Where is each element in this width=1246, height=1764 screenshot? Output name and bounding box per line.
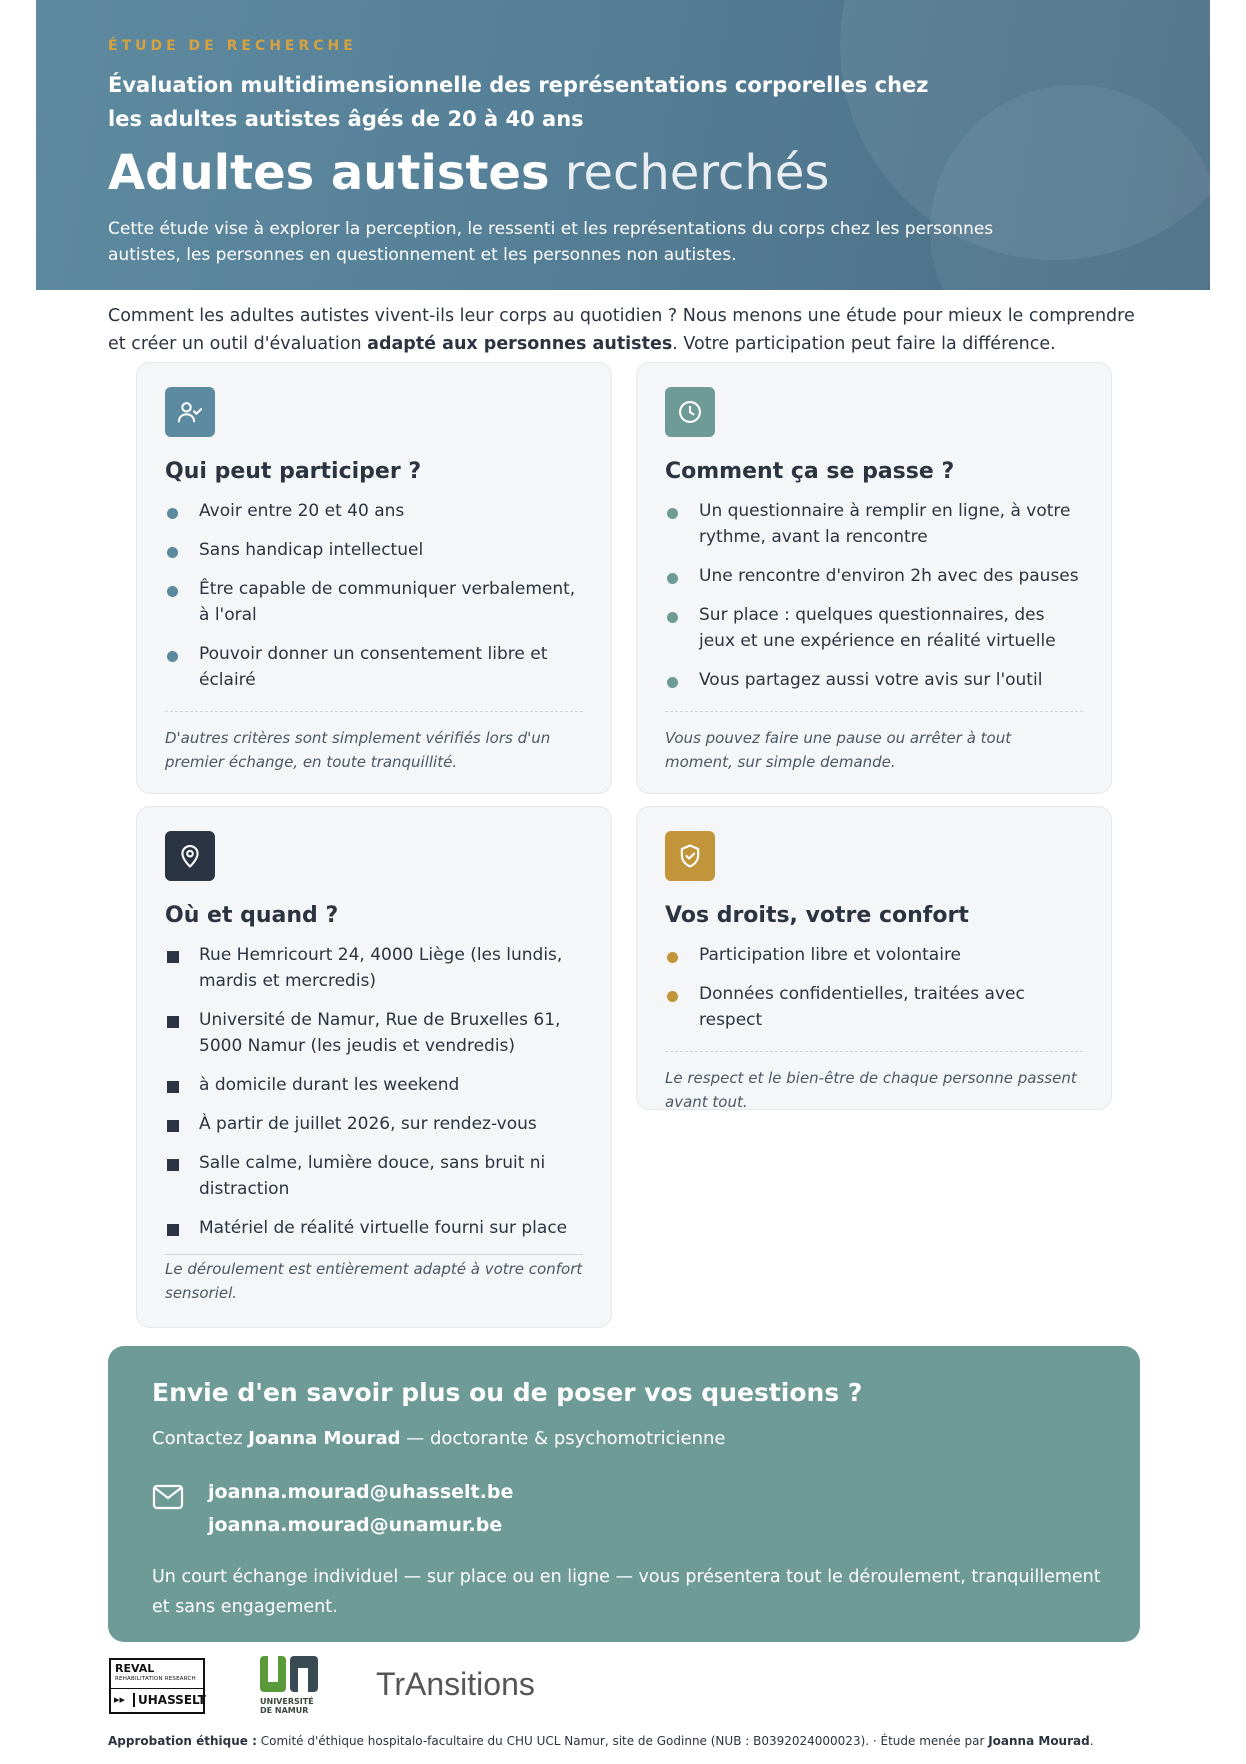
contact-person: Contactez Joanna Mourad — doctorante & psychomotricienne <box>152 1428 726 1449</box>
steps-list <box>665 498 1083 693</box>
contact-outro: Un court échange individuel — sur place ou en ligne — vous présentera tout le déroulement, tranquillement et sans engagement. <box>152 1567 1101 1617</box>
contact-panel <box>108 1346 1140 1642</box>
mail-icon <box>152 1484 184 1514</box>
card-note: Vous pouvez faire une pause ou arrêter à tout moment, sur simple demande. <box>665 711 1083 774</box>
rights-list <box>665 942 1083 1033</box>
card-title: Comment ça se passe ? <box>665 459 955 484</box>
ethics-footer: Approbation éthique : Comité d'éthique hospitalo-facultaire du CHU UCL Namur, site de Godinne (NUB : B0392024000023). · Étude menée par Joanna Mourad. <box>108 1734 1094 1748</box>
title-bold: Adultes autistes <box>108 145 550 201</box>
unamur-logo <box>258 1654 322 1720</box>
intro-text: Comment les adultes autistes vivent-ils leur corps au quotidien ? Nous menons une étude pour mieux le comprendre et créer un outil d'évaluation <box>108 306 1135 354</box>
shield-check-icon <box>665 831 715 881</box>
unamur-wordmark: UNIVERSITÉ DE NAMUR <box>260 1697 314 1715</box>
list-item: À partir de juillet 2026, sur rendez-vous <box>165 1111 583 1137</box>
list-item: Être capable de communiquer verbalement, à l'oral <box>165 576 583 628</box>
list-item: Sur place : quelques questionnaires, des jeux et une expérience en réalité virtuelle <box>665 602 1083 654</box>
study-title: Évaluation multidimensionnelle des représentations corporelles chez les adultes autistes âgés de 20 à 40 ans <box>108 73 929 131</box>
list-item: Vous partagez aussi votre avis sur l'outil <box>665 667 1083 693</box>
intro-emphasis: adapté aux personnes autistes <box>367 334 673 354</box>
list-item: à domicile durant les weekend <box>165 1072 583 1098</box>
email-link-uhasselt[interactable]: joanna.mourad@uhasselt.be <box>208 1481 514 1503</box>
list-item: Rue Hemricourt 24, 4000 Liège (les lundis, mardis et mercredis) <box>165 942 583 994</box>
email-link-unamur[interactable]: joanna.mourad@unamur.be <box>208 1514 503 1536</box>
eyebrow-label: ÉTUDE DE RECHERCHE <box>108 38 357 54</box>
intro-paragraph <box>108 302 1148 358</box>
list-item: Salle calme, lumière douce, sans bruit ni distraction <box>165 1150 583 1202</box>
location-pin-icon <box>165 831 215 881</box>
list-item: Participation libre et volontaire <box>665 942 1083 968</box>
email-list <box>208 1476 513 1542</box>
card-how-it-works <box>636 362 1112 794</box>
card-note: Le respect et le bien-être de chaque personne passent avant tout. <box>665 1051 1083 1114</box>
list-item: Une rencontre d'environ 2h avec des pauses <box>665 563 1083 589</box>
card-note: D'autres critères sont simplement vérifiés lors d'un premier échange, en toute tranquillité. <box>165 711 583 774</box>
title-light: recherchés <box>564 145 830 201</box>
list-item: Université de Namur, Rue de Bruxelles 61, 5000 Namur (les jeudis et vendredis) <box>165 1007 583 1059</box>
card-title: Vos droits, votre confort <box>665 903 969 928</box>
card-title: Où et quand ? <box>165 903 339 928</box>
card-rights-comfort <box>636 806 1112 1110</box>
transitions-logo: TrAnsitions <box>376 1666 535 1702</box>
list-item: Sans handicap intellectuel <box>165 537 583 563</box>
list-item: Avoir entre 20 et 40 ans <box>165 498 583 524</box>
card-who-can-participate <box>136 362 612 794</box>
reval-uhasselt-logo: REVAL REHABILITATION RESEARCH ▸▸ UHASSELT <box>109 1658 205 1714</box>
location-list <box>165 942 583 1241</box>
intro-text-end: . Votre participation peut faire la différence. <box>672 334 1056 354</box>
list-item: Données confidentielles, traitées avec respect <box>665 981 1083 1033</box>
page-title <box>108 142 829 204</box>
clock-icon <box>665 387 715 437</box>
card-note: Le déroulement est entièrement adapté à votre confort sensoriel. <box>165 1254 583 1305</box>
card-where-and-when <box>136 806 612 1328</box>
list-item: Un questionnaire à remplir en ligne, à votre rythme, avant la rencontre <box>665 498 1083 550</box>
user-check-icon <box>165 387 215 437</box>
study-description: Cette étude vise à explorer la perception, le ressenti et les représentations du corps chez les personnes autistes, les personnes en questionnement et les personnes non autistes. <box>108 219 994 265</box>
criteria-list <box>165 498 583 693</box>
list-item: Matériel de réalité virtuelle fourni sur place <box>165 1215 583 1241</box>
hero-banner <box>36 0 1210 290</box>
list-item: Pouvoir donner un consentement libre et éclairé <box>165 641 583 693</box>
card-title: Qui peut participer ? <box>165 459 422 484</box>
contact-heading: Envie d'en savoir plus ou de poser vos questions ? <box>152 1378 863 1407</box>
